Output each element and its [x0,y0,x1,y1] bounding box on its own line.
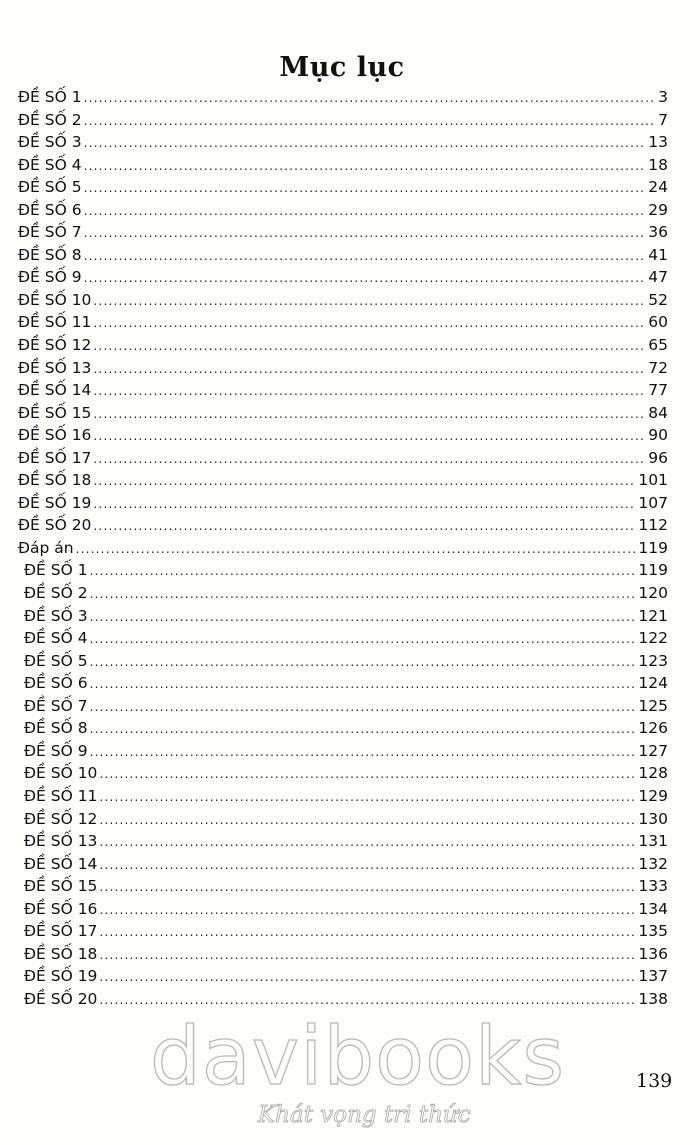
toc-entry-page: 126 [638,719,668,738]
toc-entry [18,469,668,492]
toc-entry-label: ĐỀ SỐ 13 [18,358,92,377]
toc-entry-page: 122 [638,629,668,648]
watermark-logo: davibooks [150,1010,566,1103]
toc-entry-label: ĐỀ SỐ 1 [24,561,88,580]
table-of-contents [18,86,668,1010]
toc-entry-page: 107 [638,493,668,512]
toc-entry-label: ĐỀ SỐ 9 [18,268,82,287]
toc-entry-page: 90 [648,426,668,445]
toc-entry-page: 137 [638,967,668,986]
toc-entry-page: 120 [638,584,668,603]
toc-entry [18,627,668,650]
dot-leader [99,763,636,786]
dot-leader [84,132,647,155]
toc-entry [18,965,668,988]
dot-leader [99,876,636,899]
toc-entry [18,109,668,132]
toc-entry [18,898,668,921]
dot-leader [99,966,636,989]
toc-entry-page: 119 [638,561,668,580]
toc-entry [18,221,668,244]
toc-entry-label: ĐỀ SỐ 5 [24,651,88,670]
toc-entry-label: ĐỀ SỐ 7 [24,696,88,715]
toc-entry-label: ĐỀ SỐ 19 [18,493,92,512]
toc-entry [18,785,668,808]
dot-leader [90,696,637,719]
toc-entry-page: 128 [638,764,668,783]
toc-entry-label: ĐỀ SỐ 14 [24,854,98,873]
toc-entry-page: 136 [638,944,668,963]
toc-entry-page: 134 [638,899,668,918]
toc-entry-label: ĐỀ SỐ 4 [24,629,88,648]
toc-entry-label: ĐỀ SỐ 6 [18,200,82,219]
dot-leader [99,854,636,877]
toc-entry-label: ĐỀ SỐ 17 [18,448,92,467]
dot-leader [99,944,636,967]
toc-entry-page: 3 [658,88,668,106]
toc-entry [18,853,668,876]
toc-entry-page: 77 [648,381,668,400]
toc-entry-page: 65 [648,336,668,355]
toc-entry [18,514,668,537]
toc-entry-label: ĐỀ SỐ 20 [18,516,92,535]
page-title: Mục lục [279,52,405,83]
toc-entry-label: ĐỀ SỐ 12 [24,809,98,828]
toc-entry [18,447,668,470]
toc-entry-page: 132 [638,854,668,873]
toc-entry-page: 47 [648,268,668,287]
toc-entry [18,266,668,289]
toc-entry-label: ĐỀ SỐ 6 [24,674,88,693]
toc-entry-page: 138 [638,989,668,1008]
dot-leader [99,989,636,1012]
toc-entry-label: ĐỀ SỐ 4 [18,155,82,174]
toc-entry-page: 121 [638,606,668,625]
toc-entry-page: 124 [638,674,668,693]
dot-leader [93,493,636,516]
toc-entry [18,672,668,695]
dot-leader [99,809,636,832]
dot-leader [84,200,647,223]
toc-entry [18,311,668,334]
dot-leader [93,290,646,313]
toc-entry [18,717,668,740]
dot-leader [90,628,637,651]
toc-entry [18,176,668,199]
toc-entry [18,762,668,785]
toc-entry-label: ĐỀ SỐ 18 [18,471,92,490]
dot-leader [99,921,636,944]
toc-entry [18,808,668,831]
toc-entry-page: 41 [648,245,668,264]
toc-entry-page: 119 [638,538,668,557]
toc-entry-label: ĐỀ SỐ 16 [18,426,92,445]
toc-entry [18,357,668,380]
toc-entry [18,920,668,943]
toc-entry [18,695,668,718]
toc-entry [18,402,668,425]
toc-entry [18,86,668,109]
dot-leader [84,177,647,200]
dot-leader [99,786,636,809]
dot-leader [99,831,636,854]
dot-leader [84,155,647,178]
toc-entry-label: ĐỀ SỐ 15 [24,877,98,896]
toc-entry-page: 18 [648,155,668,174]
dot-leader [90,673,637,696]
toc-entry-page: 13 [648,133,668,152]
toc-entry-page: 52 [648,290,668,309]
toc-entry-page: 135 [638,922,668,941]
toc-entry [18,605,668,628]
toc-entry [18,199,668,222]
toc-entry-label: ĐỀ SỐ 3 [24,606,88,625]
toc-entry-page: 130 [638,809,668,828]
toc-entry-label: ĐỀ SỐ 5 [18,178,82,197]
toc-entry-label: Đáp án [18,538,74,557]
dot-leader [93,380,646,403]
dot-leader [84,267,647,290]
toc-entry-label: ĐỀ SỐ 7 [18,223,82,242]
dot-leader [90,583,637,606]
toc-entry-label: ĐỀ SỐ 13 [24,832,98,851]
toc-entry-label: ĐỀ SỐ 11 [24,786,98,805]
toc-entry-label: ĐỀ SỐ 16 [24,899,98,918]
toc-entry [18,131,668,154]
toc-entry [18,334,668,357]
toc-entry-page: 24 [648,178,668,197]
toc-entry [18,988,668,1011]
toc-entry-page: 123 [638,651,668,670]
toc-entry-label: ĐỀ SỐ 12 [18,336,92,355]
toc-entry [18,650,668,673]
dot-leader [90,606,637,629]
dot-leader [76,538,637,561]
toc-entry-page: 36 [648,223,668,242]
toc-entry-page: 131 [638,832,668,851]
toc-entry-label: ĐỀ SỐ 1 [18,88,82,106]
dot-leader [93,403,646,426]
toc-entry [18,492,668,515]
toc-entry-label: ĐỀ SỐ 2 [24,584,88,603]
dot-leader [93,312,646,335]
toc-entry-page: 112 [638,516,668,535]
toc-entry [18,830,668,853]
toc-entry [18,289,668,312]
toc-entry-label: ĐỀ SỐ 15 [18,403,92,422]
toc-entry-label: ĐỀ SỐ 9 [24,741,88,760]
dot-leader [93,448,646,471]
toc-entry-label: ĐỀ SỐ 14 [18,381,92,400]
watermark-slogan: Khát vọng tri thức [258,1102,471,1128]
toc-entry-page: 29 [648,200,668,219]
toc-entry-label: ĐỀ SỐ 8 [24,719,88,738]
toc-entry [18,537,668,560]
dot-leader [93,515,636,538]
toc-entry [18,424,668,447]
toc-entry [18,154,668,177]
toc-entry-page: 125 [638,696,668,715]
dot-leader [93,335,646,358]
dot-leader [90,741,637,764]
toc-entry-label: ĐỀ SỐ 11 [18,313,92,332]
toc-entry [18,740,668,763]
toc-entry-label: ĐỀ SỐ 19 [24,967,98,986]
toc-entry [18,582,668,605]
dot-leader [90,651,637,674]
toc-entry-page: 96 [648,448,668,467]
toc-entry-label: ĐỀ SỐ 17 [24,922,98,941]
toc-entry-page: 72 [648,358,668,377]
toc-entry [18,943,668,966]
toc-entry-label: ĐỀ SỐ 10 [18,290,92,309]
dot-leader [84,222,647,245]
toc-entry-label: ĐỀ SỐ 10 [24,764,98,783]
toc-entry-page: 129 [638,786,668,805]
dot-leader [93,358,646,381]
dot-leader [90,560,637,583]
dot-leader [90,718,637,741]
toc-entry-page: 60 [648,313,668,332]
toc-entry [18,559,668,582]
toc-entry-label: ĐỀ SỐ 18 [24,944,98,963]
dot-leader [93,425,646,448]
dot-leader [99,899,636,922]
dot-leader [84,245,647,268]
dot-leader [84,110,657,133]
toc-entry-label: ĐỀ SỐ 3 [18,133,82,152]
toc-entry-page: 84 [648,403,668,422]
toc-entry [18,875,668,898]
toc-entry-page: 127 [638,741,668,760]
toc-entry [18,244,668,267]
dot-leader [93,470,636,493]
toc-entry-label: ĐỀ SỐ 20 [24,989,98,1008]
dot-leader [84,87,657,110]
toc-entry-page: 133 [638,877,668,896]
toc-entry [18,379,668,402]
toc-entry-label: ĐỀ SỐ 2 [18,110,82,129]
toc-entry-page: 101 [638,471,668,490]
toc-entry-page: 7 [658,110,668,129]
page-number: 139 [636,1070,673,1092]
toc-entry-label: ĐỀ SỐ 8 [18,245,82,264]
